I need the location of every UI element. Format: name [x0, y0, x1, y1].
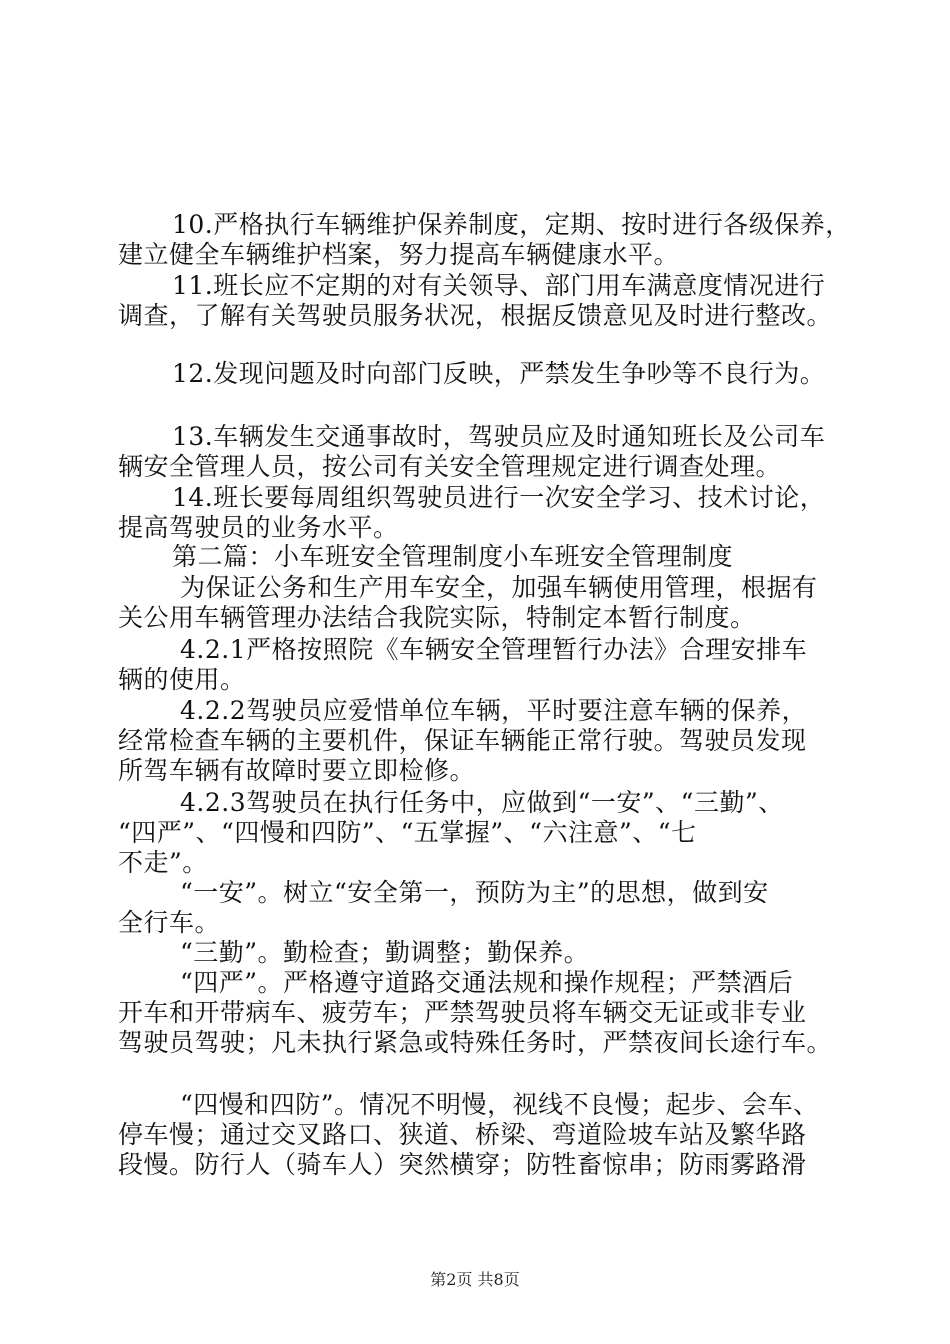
paragraph-line: 4.2.2驾驶员应爱惜单位车辆，平时要注意车辆的保养，: [180, 696, 808, 725]
paragraph-line: “一安”。树立“安全第一，预防为主”的思想，做到安: [180, 878, 769, 907]
paragraph-line: 提高驾驶员的业务水平。: [118, 513, 399, 542]
paragraph-line: 建立健全车辆维护档案，努力提高车辆健康水平。: [118, 240, 680, 269]
paragraph-line: 14.班长要每周组织驾驶员进行一次安全学习、技术讨论，: [172, 483, 826, 512]
section-heading: 第二篇：小车班安全管理制度小车班安全管理制度: [172, 542, 734, 571]
paragraph-line: 不走”。: [118, 848, 208, 877]
paragraph-line: 4.2.1严格按照院《车辆安全管理暂行办法》合理安排车: [180, 635, 808, 664]
paragraph-line: “四严”。严格遵守道路交通法规和操作规程；严禁酒后: [180, 968, 794, 997]
paragraph-line: 10.严格执行车辆维护保养制度，定期、按时进行各级保养，: [172, 210, 851, 239]
paragraph-line: 所驾车辆有故障时要立即检修。: [118, 756, 476, 785]
paragraph-line: 开车和开带病车、疲劳车；严禁驾驶员将车辆交无证或非专业: [118, 998, 807, 1027]
paragraph-line: “三勤”。勤检查；勤调整；勤保养。: [180, 938, 590, 967]
paragraph-line: 12.发现问题及时向部门反映，严禁发生争吵等不良行为。: [172, 359, 826, 388]
paragraph-line: 关公用车辆管理办法结合我院实际，特制定本暂行制度。: [118, 603, 756, 632]
paragraph-line: 11.班长应不定期的对有关领导、部门用车满意度情况进行: [172, 271, 826, 300]
paragraph-line: “四严”、“四慢和四防”、“五掌握”、“六注意”、“七: [118, 818, 697, 847]
paragraph-line: 驾驶员驾驶；凡未执行紧急或特殊任务时，严禁夜间长途行车。: [118, 1028, 833, 1057]
paragraph-line: “四慢和四防”。情况不明慢，视线不良慢；起步、会车、: [180, 1090, 819, 1119]
paragraph-line: 13.车辆发生交通事故时，驾驶员应及时通知班长及公司车: [172, 422, 826, 451]
page-number-footer: 第2页 共8页: [430, 1270, 520, 1289]
paragraph-line: 辆安全管理人员，按公司有关安全管理规定进行调查处理。: [118, 452, 782, 481]
paragraph-line: 停车慢；通过交叉路口、狭道、桥梁、弯道险坡车站及繁华路: [118, 1120, 807, 1149]
paragraph-line: 经常检查车辆的主要机件，保证车辆能正常行驶。驾驶员发现: [118, 726, 807, 755]
paragraph-line: 4.2.3驾驶员在执行任务中，应做到“一安”、“三勤”、: [180, 788, 784, 817]
paragraph-line: 调查，了解有关驾驶员服务状况，根据反馈意见及时进行整改。: [118, 301, 833, 330]
paragraph-line: 为保证公务和生产用车安全，加强车辆使用管理，根据有: [180, 573, 818, 602]
paragraph-line: 段慢。防行人（骑车人）突然横穿；防牲畜惊串；防雨雾路滑: [118, 1150, 807, 1179]
paragraph-line: 辆的使用。: [118, 665, 246, 694]
paragraph-line: 全行车。: [118, 908, 221, 937]
